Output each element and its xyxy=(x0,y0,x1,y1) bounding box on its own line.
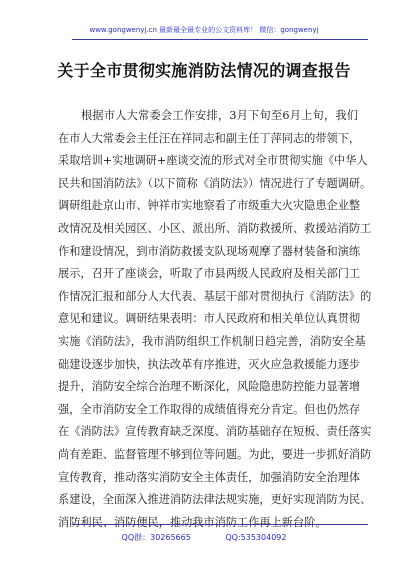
body-line: 根据市人大常委会工作安排，3月下旬至6月上旬，我们 xyxy=(81,109,358,122)
body-line: 意见和建议。调研结果表明：市人民政府和相关单位认真贯彻 xyxy=(58,312,361,326)
body-line: 强，全市消防安全工作取得的成绩值得充分肯定。但也仍然存 xyxy=(58,402,361,416)
footer-divider xyxy=(72,524,368,525)
footer-qq-group: QQ群：30265665 xyxy=(121,533,191,542)
body-line: 尚有差距、监督管理不够到位等问题。为此，要进一步抓好消防 xyxy=(58,447,372,461)
footer-qq: QQ:535304092 xyxy=(225,533,287,542)
body-line: 展示，召开了座谈会，听取了市县两级人民政府及相关部门工 xyxy=(58,267,361,281)
body-line: 系建设，全面深入推进消防法律法规实施，更好实现消防为民、 xyxy=(58,493,372,507)
body-line: 实施《消防法》，我市消防组织工作机制日趋完善，消防安全基 xyxy=(58,334,366,348)
body-line: 作情况汇报和部分人大代表、基层干部对贯彻执行《消防法》的 xyxy=(58,289,372,303)
header-text: www.gongwenyj.cn 最新最全最专业的公文资料库！ 微信：gongwenyj xyxy=(89,26,319,34)
body-line: 采取培训+实地调研+座谈交流的形式对全市贯彻实施《中华人 xyxy=(58,154,368,168)
body-line: 宣传教育，推动落实消防安全主体责任，加强消防安全治理体 xyxy=(58,470,361,484)
page-footer xyxy=(0,531,408,545)
body-line: 作和建设情况，到市消防救援支队现场观摩了器材装备和演练 xyxy=(58,244,361,258)
body-line: 民共和国消防法》（以下简称《消防法》）情况进行了专题调研。 xyxy=(58,176,372,190)
body-line: 消防利民、消防便民，推动我市消防工作再上新台阶。 xyxy=(58,515,327,529)
page-header xyxy=(0,23,408,37)
document-body xyxy=(58,105,372,534)
body-line: 改情况及相关园区、小区、派出所、消防救援所、救援站消防工 xyxy=(58,221,372,235)
body-line: 调研组赴京山市、钟祥市实地察看了市级重大火灾隐患企业整 xyxy=(58,199,361,213)
header-divider xyxy=(72,39,368,40)
body-line: 提升，消防安全综合治理不断深化，风险隐患防控能力显著增 xyxy=(58,380,361,394)
document-title: 关于全市贯彻实施消防法情况的调查报告 xyxy=(57,61,351,80)
body-line: 础建设逐步加快，执法改革有序推进，灭火应急救援能力逐步 xyxy=(58,357,361,371)
body-line: 在《消防法》宣传教育缺乏深度、消防基础存在短板、责任落实 xyxy=(58,425,372,439)
body-line: 在市人大常委会主任汪在祥同志和副主任丁萍同志的带领下， xyxy=(58,131,361,145)
